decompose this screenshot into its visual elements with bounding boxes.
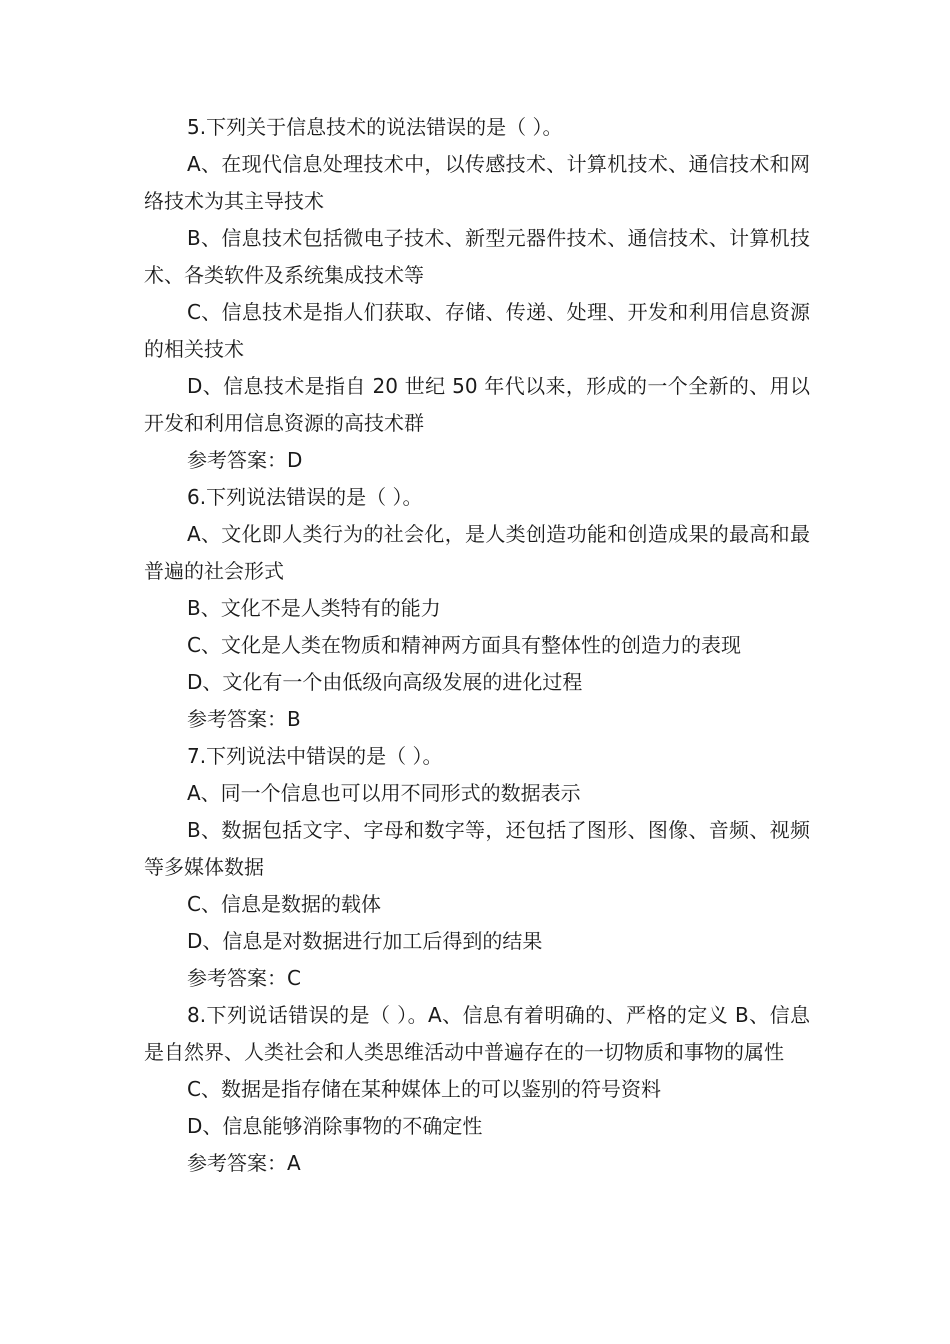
question-7-option-c: C、信息是数据的载体 [187, 892, 381, 916]
question-6-option-b: B、文化不是人类特有的能力 [187, 596, 441, 620]
question-8-option-d: D、信息能够消除事物的不确定性 [187, 1114, 483, 1138]
question-5-option-d: D、信息技术是指自 20 世纪 50 年代以来，形成的一个全新的、用以开发和利用信息资源的高技术群 [144, 374, 810, 435]
question-5-option-a: A、在现代信息处理技术中，以传感技术、计算机技术、通信技术和网络技术为其主导技术 [144, 152, 810, 213]
question-5-answer: 参考答案：D [187, 448, 303, 472]
question-6-option-a: A、文化即人类行为的社会化，是人类创造功能和创造成果的最高和最普遍的社会形式 [144, 522, 810, 583]
question-7-stem: 7.下列说法中错误的是（ ）。 [187, 744, 443, 768]
question-6-option-c: C、文化是人类在物质和精神两方面具有整体性的创造力的表现 [187, 633, 741, 657]
question-5-stem: 5.下列关于信息技术的说法错误的是（ ）。 [187, 115, 563, 139]
question-6-option-d: D、文化有一个由低级向高级发展的进化过程 [187, 670, 583, 694]
question-5-option-c: C、信息技术是指人们获取、存储、传递、处理、开发和利用信息资源的相关技术 [144, 300, 810, 361]
question-8-answer: 参考答案：A [187, 1151, 301, 1175]
question-7-option-a: A、同一个信息也可以用不同形式的数据表示 [187, 781, 581, 805]
question-7-answer: 参考答案：C [187, 966, 301, 990]
question-8-option-c: C、数据是指存储在某种媒体上的可以鉴别的符号资料 [187, 1077, 661, 1101]
question-6-stem: 6.下列说法错误的是（ ）。 [187, 485, 423, 509]
question-5-option-b: B、信息技术包括微电子技术、新型元器件技术、通信技术、计算机技术、各类软件及系统集成技术等 [144, 226, 810, 287]
question-7-option-d: D、信息是对数据进行加工后得到的结果 [187, 929, 543, 953]
question-7-option-b: B、数据包括文字、字母和数字等，还包括了图形、图像、音频、视频等多媒体数据 [144, 818, 810, 879]
question-6-answer: 参考答案：B [187, 707, 301, 731]
question-8-stem: 8.下列说话错误的是（ ）。A、信息有着明确的、严格的定义 B、信息是自然界、人类社会和人类思维活动中普遍存在的一切物质和事物的属性 [144, 1003, 810, 1064]
document-body [144, 109, 810, 1182]
